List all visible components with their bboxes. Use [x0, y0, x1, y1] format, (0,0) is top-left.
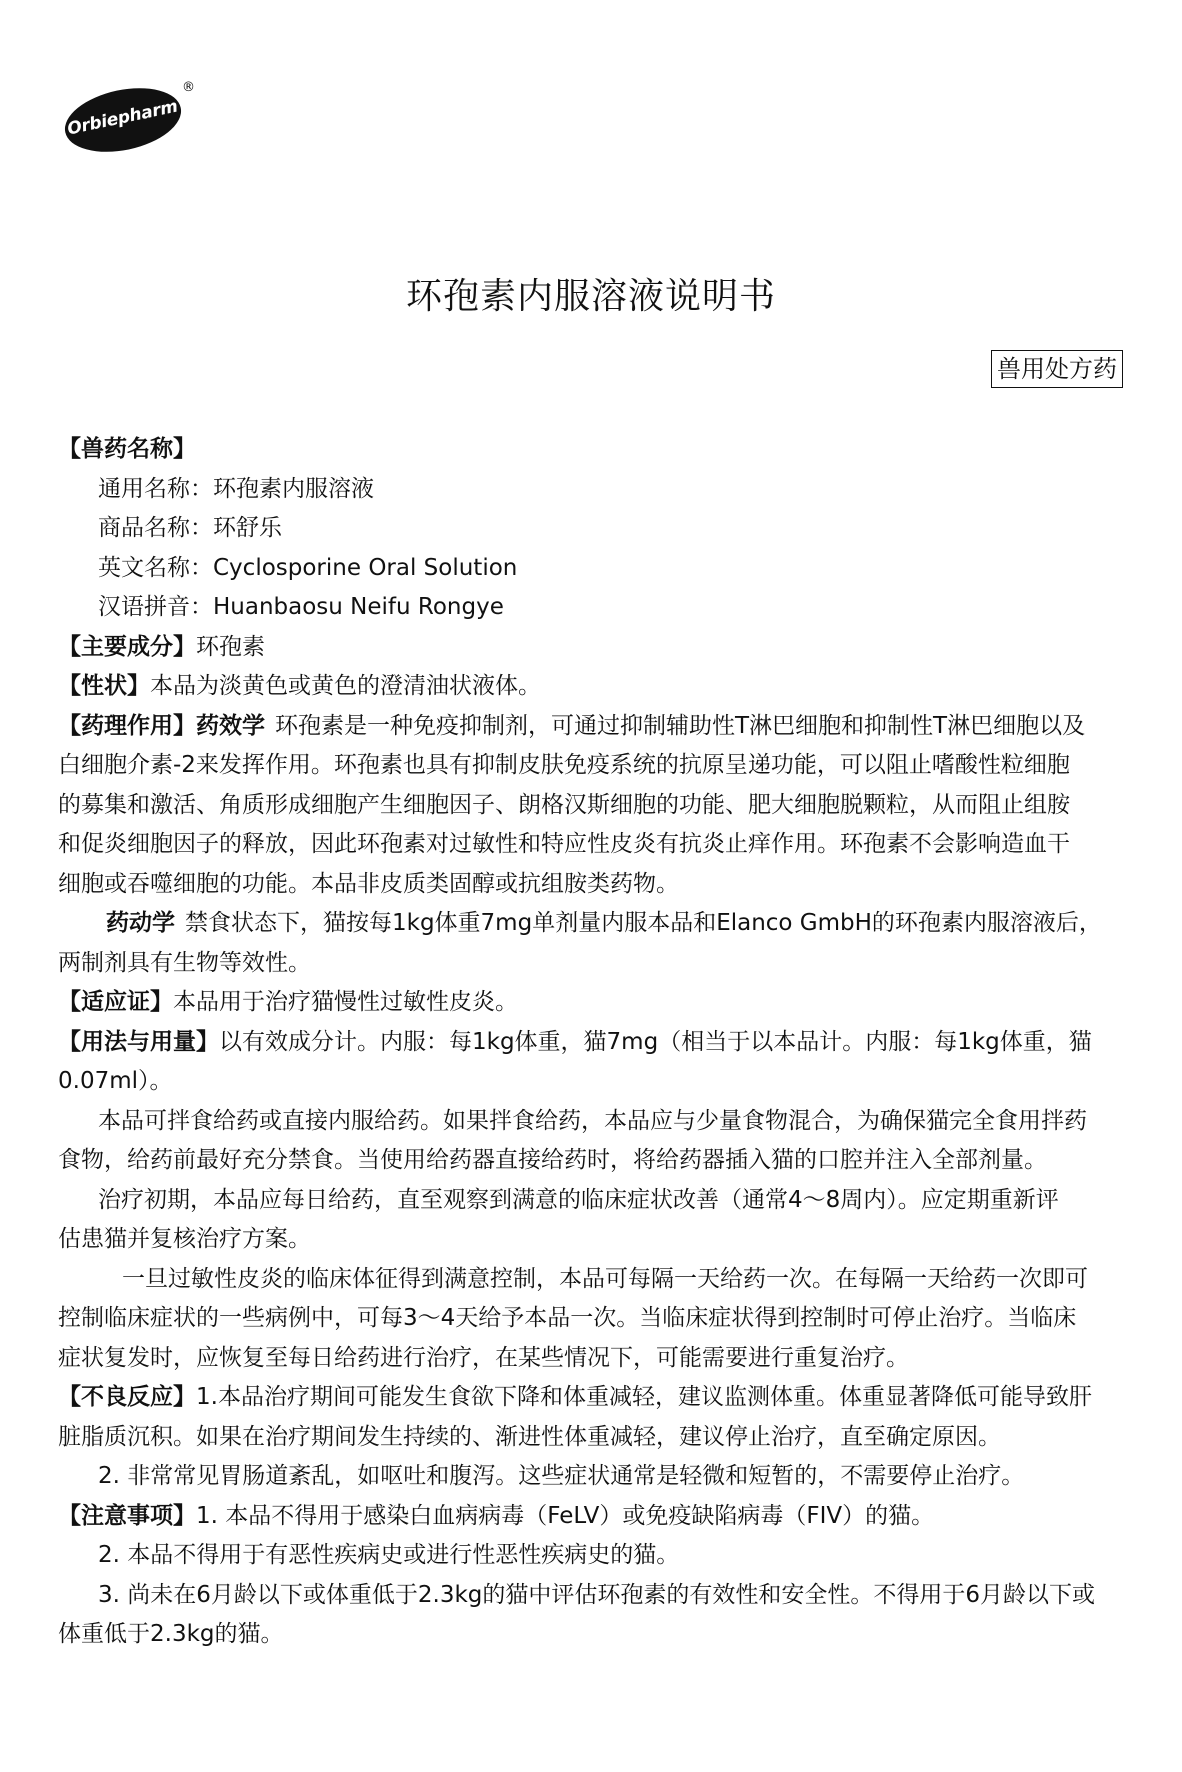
- dosage-line-1: 【用法与用量】以有效成分计。内服：每1kg体重，猫7mg（相当于以本品计。内服：每1kg体重，猫: [58, 1028, 1092, 1055]
- pharmacokinetics-line-2: 两制剂具有生物等效性。: [58, 949, 311, 976]
- appearance-line: 【性状】本品为淡黄色或黄色的澄清油状液体。: [58, 673, 541, 699]
- pharmacology-line-1: 【药理作用】药效学 环孢素是一种免疫抑制剂，可通过抑制辅助性T淋巴细胞和抑制性T淋巴细胞以及: [58, 712, 1086, 739]
- indication-line: 【适应证】本品用于治疗猫慢性过敏性皮炎。: [58, 989, 518, 1015]
- dosage-p3-line-2: 估患猫并复核治疗方案。: [58, 1226, 311, 1252]
- rx-badge: 兽用处方药: [991, 350, 1123, 388]
- pharmacology-line-4: 和促炎细胞因子的释放，因此环孢素对过敏性和特应性皮炎有抗炎止痒作用。环孢素不会影响造血干: [58, 831, 1070, 857]
- pharmacokinetics-line-1: 药动学 禁食状态下，猫按每1kg体重7mg单剂量内服本品和Elanco GmbH的环孢素内服溶液后，: [106, 910, 1102, 936]
- brand-logo: [64, 80, 204, 170]
- precautions-line-1: 【注意事项】1. 本品不得用于感染白血病病毒（FeLV）或免疫缺陷病毒（FIV）的猫。: [58, 1502, 935, 1529]
- dosage-p3-line-1: 治疗初期，本品应每日给药，直至观察到满意的临床症状改善（通常4～8周内）。应定期重新评: [98, 1186, 1059, 1213]
- dosage-p2-line-2: 食物，给药前最好充分禁食。当使用给药器直接给药时，将给药器插入猫的口腔并注入全部剂量。: [58, 1147, 1047, 1173]
- english-name-line: 英文名称：Cyclosporine Oral Solution: [98, 554, 518, 581]
- dosage-p4-line-2: 控制临床症状的一些病例中，可每3～4天给予本品一次。当临床症状得到控制时可停止治疗。当临床: [58, 1305, 1077, 1331]
- dosage-p2-line-1: 本品可拌食给药或直接内服给药。如果拌食给药，本品应与少量食物混合，为确保猫完全食用拌药: [98, 1107, 1087, 1134]
- logo-badge: [59, 78, 187, 161]
- registered-mark: ®: [182, 80, 195, 95]
- ingredient-line: 【主要成分】环孢素: [58, 633, 265, 660]
- precautions-line-4: 体重低于2.3kg的猫。: [58, 1621, 284, 1647]
- dosage-p4-line-1: 一旦过敏性皮炎的临床体征得到满意控制，本品可每隔一天给药一次。在每隔一天给药一次即可: [122, 1265, 1088, 1292]
- pharmacology-line-3: 的募集和激活、角质形成细胞产生细胞因子、朗格汉斯细胞的功能、肥大细胞脱颗粒，从而阻止组胺: [58, 791, 1070, 818]
- dosage-line-2: 0.07ml）。: [58, 1068, 173, 1094]
- adverse-line-2: 脏脂质沉积。如果在治疗期间发生持续的、渐进性体重减轻，建议停止治疗，直至确定原因。: [58, 1423, 1001, 1450]
- pinyin-line: 汉语拼音：Huanbaosu Neifu Rongye: [98, 594, 504, 620]
- document-body: [58, 430, 1132, 1655]
- pharmacology-line-5: 细胞或吞噬细胞的功能。本品非皮质类固醇或抗组胺类药物。: [58, 870, 679, 897]
- pharmacology-line-2: 白细胞介素-2来发挥作用。环孢素也具有抑制皮肤免疫系统的抗原呈递功能，可以阻止嗜酸性粒细胞: [58, 752, 1070, 778]
- precautions-line-3: 3. 尚未在6月龄以下或体重低于2.3kg的猫中评估环孢素的有效性和安全性。不得用于6月龄以下或: [98, 1581, 1096, 1608]
- document-title: 环孢素内服溶液说明书: [405, 276, 776, 317]
- logo-text: Orbiepharm: [65, 96, 180, 140]
- trade-name-line: 商品名称：环舒乐: [98, 515, 282, 541]
- adverse-line-3: 2. 非常常见胃肠道紊乱，如呕吐和腹泻。这些症状通常是轻微和短暂的，不需要停止治疗。: [98, 1463, 1025, 1489]
- precautions-line-2: 2. 本品不得用于有恶性疾病史或进行性恶性疾病史的猫。: [98, 1542, 680, 1568]
- dosage-p4-line-3: 症状复发时，应恢复至每日给药进行治疗，在某些情况下，可能需要进行重复治疗。: [58, 1344, 909, 1371]
- generic-name-line: 通用名称：环孢素内服溶液: [98, 475, 374, 502]
- adverse-line-1: 【不良反应】1.本品治疗期间可能发生食欲下降和体重减轻，建议监测体重。体重显著降低可能导致肝: [58, 1384, 1092, 1410]
- section-heading-name: 【兽药名称】: [58, 436, 196, 462]
